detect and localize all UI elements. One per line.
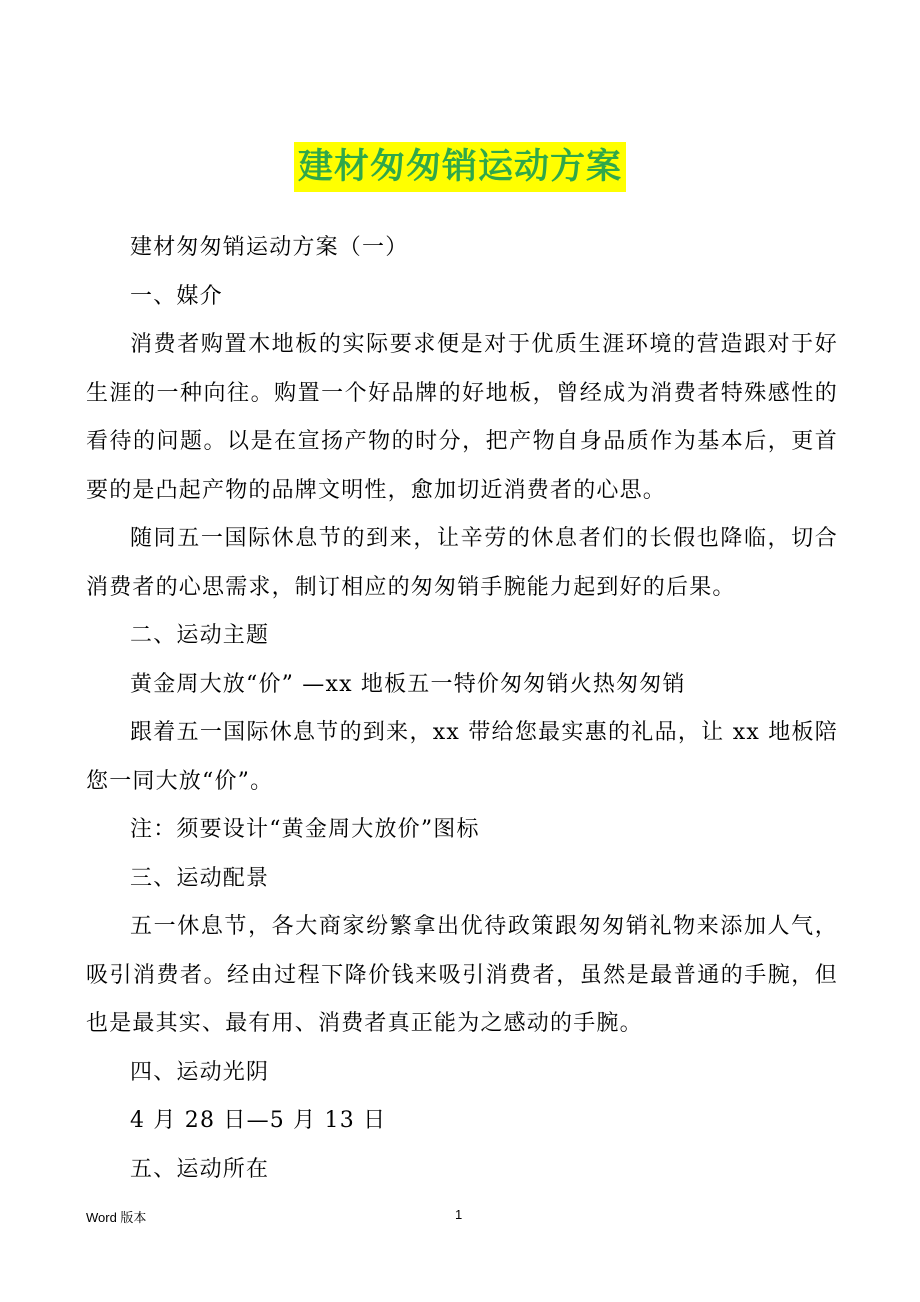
- footer-version-label: Word 版本: [86, 1210, 147, 1225]
- paragraph: 五一休息节，各大商家纷繁拿出优待政策跟匆匆销礼物来添加人气，吸引消费者。经由过程下降价钱来吸引消费者，虽然是最普通的手腕，但也是最其实、最有用、消费者真正能为之感动的手腕。: [86, 914, 838, 1036]
- document-title: 建材匆匆销运动方案: [294, 142, 626, 192]
- paragraph: 消费者购置木地板的实际要求便是对于优质生涯环境的营造跟对于好生涯的一种向往。购置一个好品牌的好地板，曾经成为消费者特殊感性的看待的问题。以是在宣扬产物的时分，把产物自身品质作为基本后，更首要的是凸起产物的品牌文明性，愈加切近消费者的心思。: [86, 332, 838, 503]
- section-heading: 四、运动光阴: [130, 1059, 270, 1085]
- title-container: [0, 142, 920, 192]
- paragraph: 建材匆匆销运动方案（一）: [130, 235, 409, 260]
- paragraph: 跟着五一国际休息节的到来，xx 带给您最实惠的礼品，让 xx 地板陪您一同大放“价”。: [86, 720, 838, 794]
- document-body: [86, 224, 838, 1194]
- paragraph: 注：须要设计“黄金周大放价”图标: [130, 817, 480, 842]
- footer-page-number: 1: [455, 1207, 463, 1222]
- paragraph: 4 月 28 日—5 月 13 日: [130, 1108, 387, 1133]
- section-heading: 二、运动主题: [130, 623, 270, 648]
- section-heading: 三、运动配景: [130, 865, 270, 891]
- section-heading: 五、运动所在: [130, 1156, 270, 1182]
- paragraph: 随同五一国际休息节的到来，让辛劳的休息者们的长假也降临，切合消费者的心思需求，制订相应的匆匆销手腕能力起到好的后果。: [86, 526, 838, 600]
- paragraph: 黄金周大放“价” —xx 地板五一特价匆匆销火热匆匆销: [130, 671, 686, 697]
- section-heading: 一、媒介: [130, 283, 223, 309]
